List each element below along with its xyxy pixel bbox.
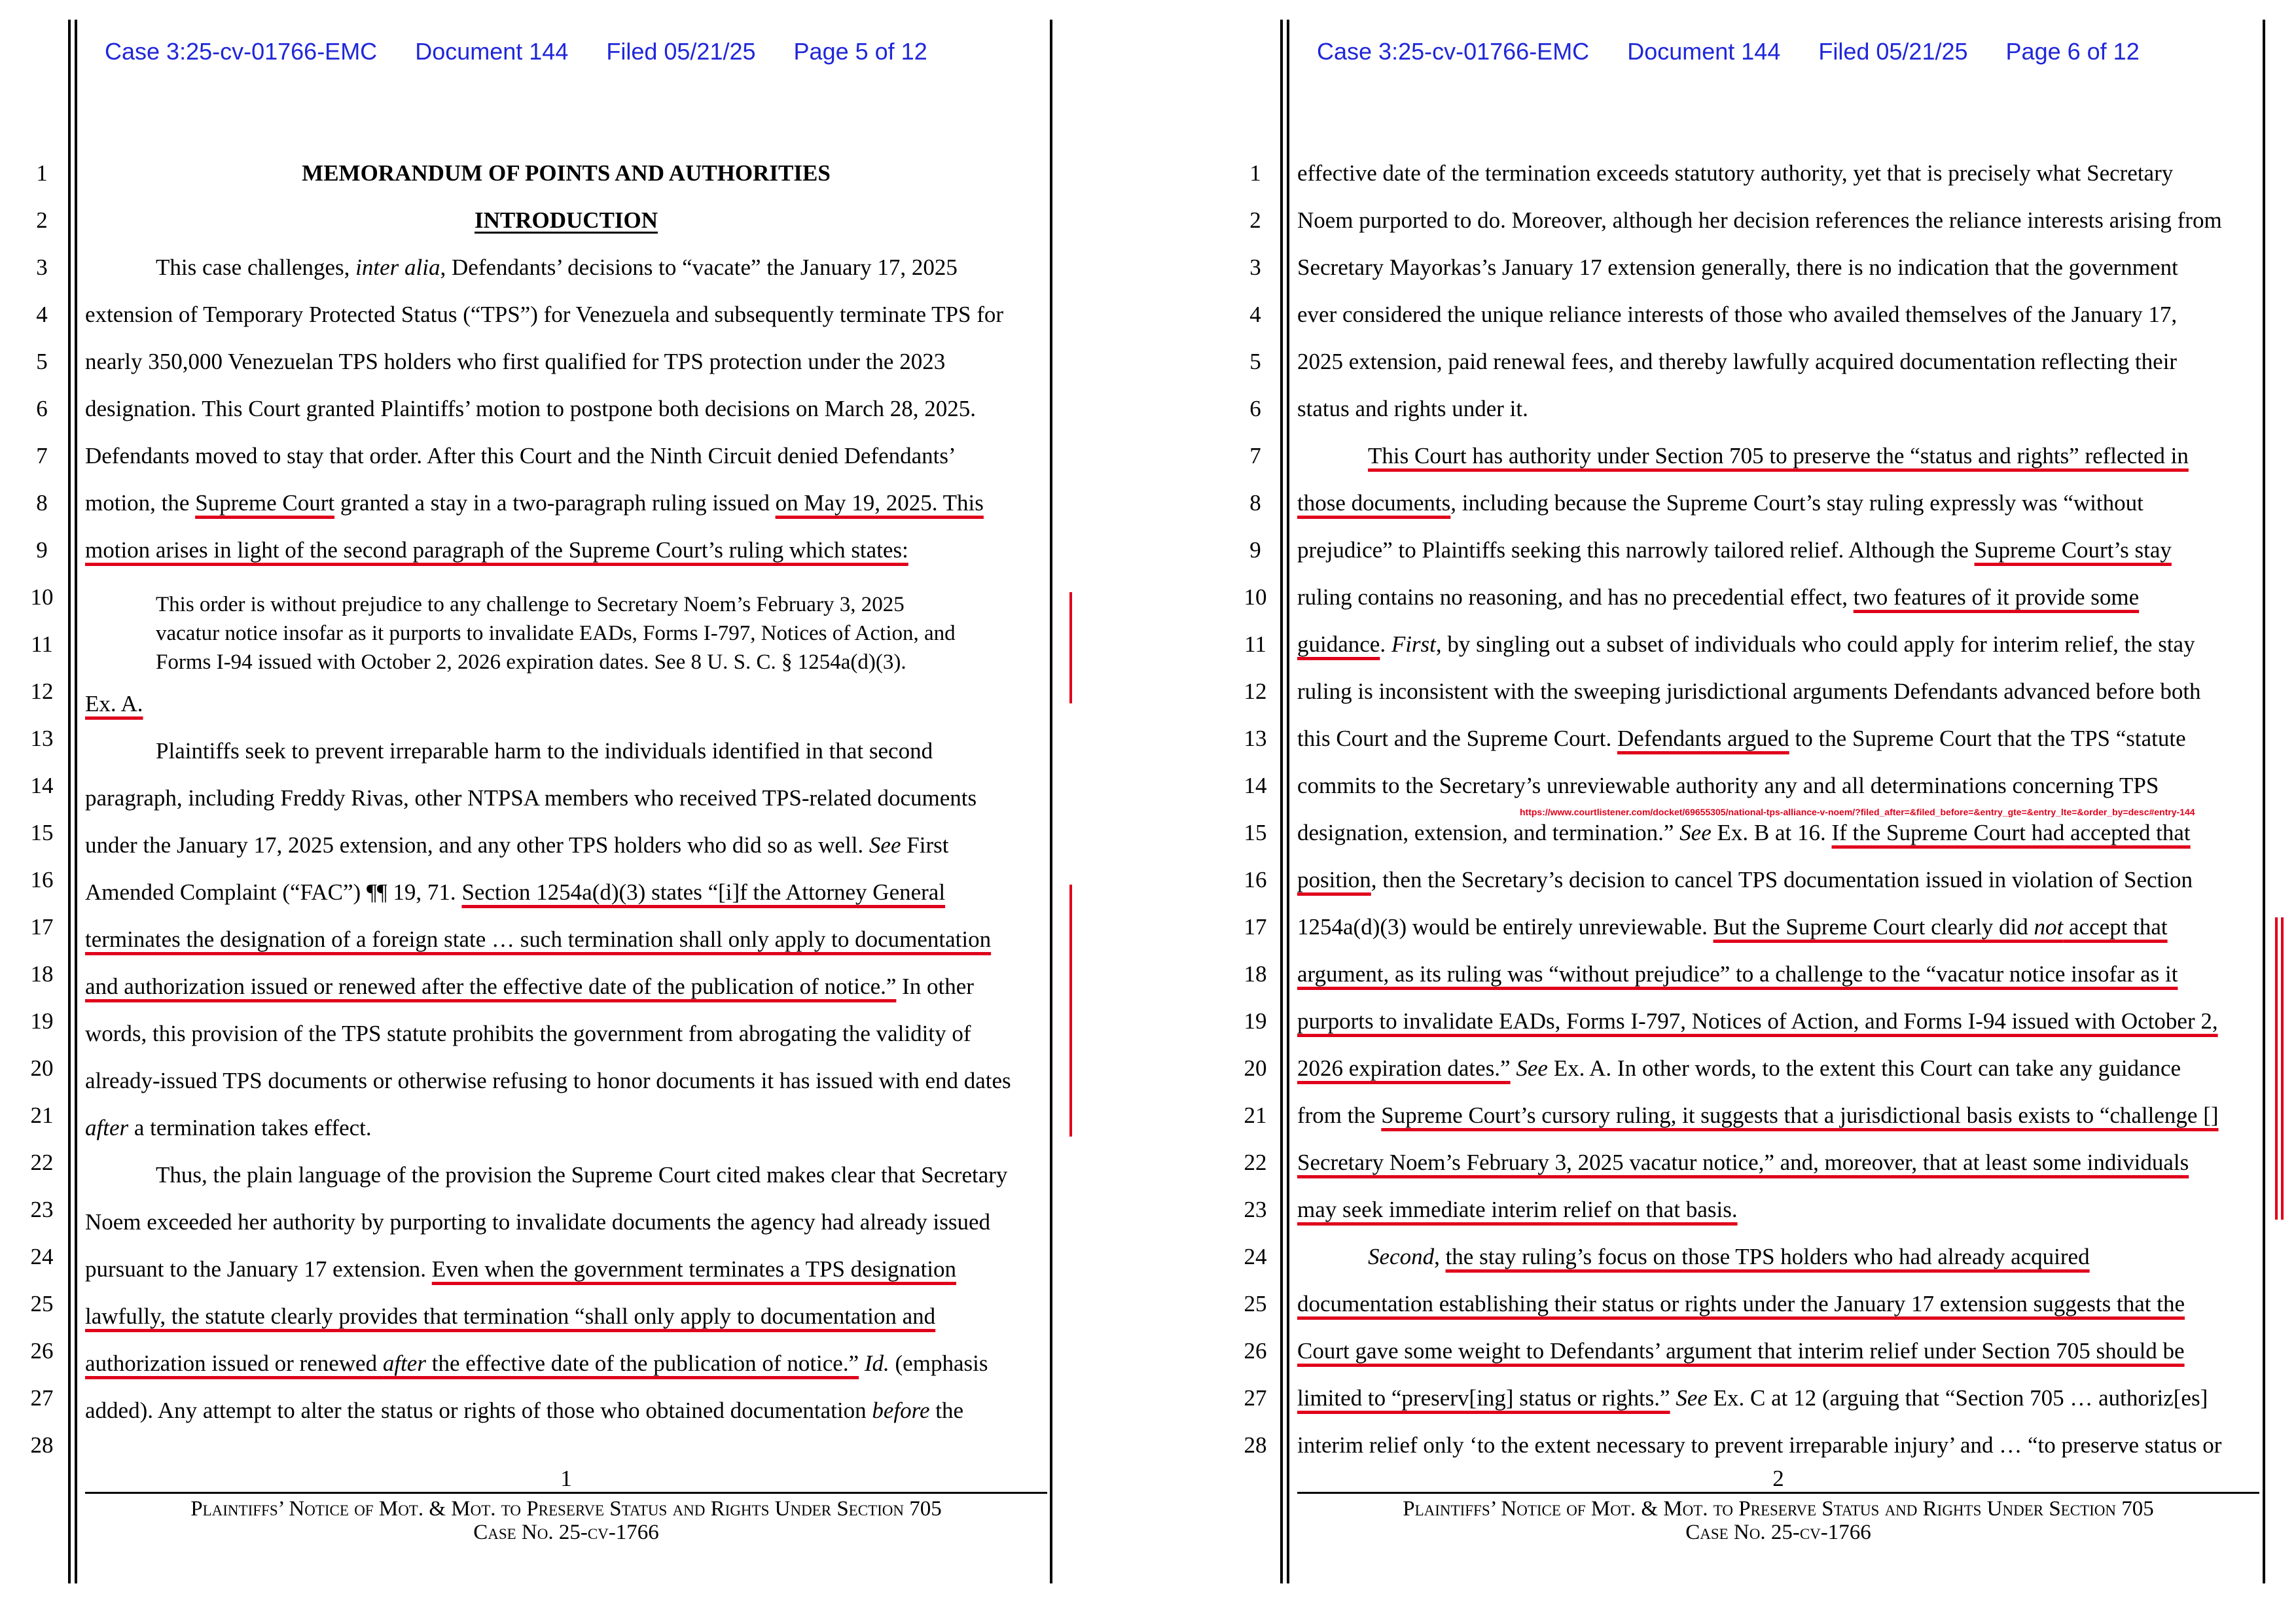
footer-case-number: Case No. 25-cv-1766: [473, 1521, 659, 1544]
line-number: 12: [1244, 679, 1267, 704]
text-line: added). Any attempt to alter the status or rights of those who obtained documentation before the: [85, 1398, 964, 1423]
text-line: position, then the Secretary’s decision to cancel TPS documentation issued in violation of Section: [1297, 867, 2193, 892]
line-number: 9: [36, 537, 48, 563]
text-line: guidance. First, by singling out a subset of individuals who could apply for interim relief, the stay: [1297, 631, 2195, 657]
highlight: If the Supreme Court had accepted that: [1831, 820, 2191, 845]
left-margin-rule-inner: [75, 20, 77, 1583]
text-line: Defendants moved to stay that order. After this Court and the Ninth Circuit denied Defendants’: [85, 443, 956, 468]
page-header: [105, 38, 1086, 71]
line-number: 15: [30, 820, 54, 845]
line-number: 27: [1244, 1385, 1267, 1411]
line-number: 10: [30, 584, 54, 610]
highlight: argument, as its ruling was “without prejudice” to a challenge to the “vacatur notice insofar as it: [1297, 961, 2178, 987]
highlight: Supreme Court’s stay: [1974, 537, 2172, 563]
text-line: [1297, 1008, 2259, 1034]
document-page-6: [1148, 0, 2296, 1607]
text-line: pursuant to the January 17 extension. Even when the government terminates a TPS designation: [85, 1256, 957, 1282]
text-line: under the January 17, 2025 extension, and any other TPS holders who did so as well. See First: [85, 832, 949, 858]
line-number: 17: [1244, 914, 1267, 940]
line-number: 2: [1249, 207, 1261, 233]
highlight: Supreme Court: [195, 490, 335, 516]
line-number: 20: [1244, 1055, 1267, 1081]
text-line: This case challenges, inter alia, Defendants’ decisions to “vacate” the January 17, 2025: [156, 255, 958, 280]
text-line: 2026 expiration dates.” See Ex. A. In other words, to the extent this Court can take any guidance: [1297, 1055, 2181, 1081]
text-line: interim relief only ‘to the extent necessary to prevent irreparable injury’ and … “to preserve status or: [1297, 1432, 2222, 1458]
line-number: 1: [36, 160, 48, 186]
highlight: and authorization issued or renewed after the effective date of the publication of notice.”: [85, 974, 897, 999]
line-number: 1: [1249, 160, 1261, 186]
text-line: nearly 350,000 Venezuelan TPS holders who first qualified for TPS protection under the 2023: [85, 349, 946, 374]
highlight: Even when the government terminates a TPS designation: [431, 1256, 957, 1282]
text-line: prejudice” to Plaintiffs seeking this narrowly tailored relief. Although the Supreme Court’s stay: [1297, 537, 2172, 563]
line-number: 3: [36, 255, 48, 280]
line-number: 27: [30, 1385, 54, 1411]
document-number: Document 144: [1627, 38, 1781, 65]
line-number: 5: [1249, 349, 1261, 374]
case-number: Case 3:25-cv-01766-EMC: [105, 38, 378, 65]
highlight: Ex. A.: [85, 691, 143, 716]
highlight: motion arises in light of the second paragraph of the Supreme Court’s ruling which states:: [85, 537, 908, 563]
text-line: 2025 extension, paid renewal fees, and thereby lawfully acquired documentation reflecting their: [1297, 349, 2178, 374]
body-text: [1212, 0, 2259, 1607]
text-line: Second, the stay ruling’s focus on those TPS holders who had already acquired: [1368, 1244, 2090, 1269]
filed-date: Filed 05/21/25: [1818, 38, 1968, 65]
url-annotation[interactable]: https://www.courtlistener.com/docket/69655305/national-tps-alliance-v-noem/?filed_after=&filed_before=&entry_gte=&entry_lte=&order_by=desc#entry-144: [1520, 807, 2195, 817]
line-number: 14: [30, 773, 54, 798]
highlight: terminates the designation of a foreign state … such termination shall only apply to documentation: [85, 927, 992, 952]
line-number: 9: [1249, 537, 1261, 563]
line-number: 24: [30, 1244, 54, 1269]
text-line: [1297, 1291, 2259, 1317]
line-number: 20: [30, 1055, 54, 1081]
line-number: 6: [36, 396, 48, 421]
line-number: 21: [30, 1103, 54, 1128]
highlight: This Court has authority under Section 705 to preserve the “status and rights” reflected in: [1368, 443, 2189, 468]
highlight: Court gave some weight to Defendants’ argument that interim relief under Section 705 should be: [1297, 1338, 2185, 1364]
line-number: 28: [30, 1432, 54, 1458]
line-number: 4: [36, 302, 48, 327]
page-indicator: Page 6 of 12: [2005, 38, 2140, 65]
text-line: designation. This Court granted Plaintiffs’ motion to postpone both decisions on March 28, 2025.: [85, 396, 976, 421]
footer-title: Plaintiffs’ Notice of Mot. & Mot. to Preserve Status and Rights Under Section 705: [1403, 1497, 2154, 1521]
highlight: purports to invalidate EADs, Forms I-797, Notices of Action, and Forms I-94 issued with October 2,: [1297, 1008, 2218, 1034]
line-number: 10: [1244, 584, 1267, 610]
highlight: lawfully, the statute clearly provides that termination “shall only apply to documentation and: [85, 1303, 936, 1329]
text-line: ruling is inconsistent with the sweeping jurisdictional arguments Defendants advanced before both: [1297, 679, 2201, 704]
text-line: words, this provision of the TPS statute prohibits the government from abrogating the validity of: [85, 1021, 971, 1046]
line-number: 14: [1244, 773, 1267, 798]
text-line: Plaintiffs seek to prevent irreparable harm to the individuals identified in that second: [156, 738, 933, 764]
margin-annotation-mark: [1069, 885, 1072, 1137]
highlight: after: [382, 1351, 426, 1376]
block-quote-line: Forms I-94 issued with October 2, 2026 expiration dates. See 8 U. S. C. § 1254a(d)(3).: [156, 650, 906, 674]
section-heading: [85, 207, 1047, 234]
margin-annotation-mark: [1069, 592, 1072, 703]
highlight: two features of it provide some: [1853, 584, 2140, 610]
text-line: this Court and the Supreme Court. Defendants argued to the Supreme Court that the TPS “statute: [1297, 726, 2186, 751]
line-number: 19: [30, 1008, 54, 1034]
line-number: 11: [31, 631, 53, 657]
line-number: 8: [1249, 490, 1261, 516]
text-line: those documents, including because the Supreme Court’s stay ruling expressly was “without: [1297, 490, 2144, 516]
line-number: 11: [1244, 631, 1266, 657]
line-number: 3: [1249, 255, 1261, 280]
line-number: 12: [30, 679, 54, 704]
text-line: designation, extension, and termination.” See Ex. B at 16. If the Supreme Court had accepted that: [1297, 820, 2191, 845]
line-number: 18: [1244, 961, 1267, 987]
text-line: effective date of the termination exceeds statutory authority, yet that is precisely what Secretary: [1297, 160, 2174, 186]
line-number: 25: [30, 1291, 54, 1316]
line-number: 19: [1244, 1008, 1267, 1034]
text-line: after a termination takes effect.: [85, 1115, 372, 1140]
section-heading-text: INTRODUCTION: [474, 207, 658, 233]
text-line: and authorization issued or renewed after the effective date of the publication of notice.” In other: [85, 974, 974, 999]
case-number: Case 3:25-cv-01766-EMC: [1317, 38, 1590, 65]
margin-annotation-mark: [2281, 917, 2284, 1220]
highlight: the stay ruling’s focus on those TPS holders who had already acquired: [1445, 1244, 2090, 1269]
document-number: Document 144: [415, 38, 569, 65]
text-line: ruling contains no reasoning, and has no precedential effect, two features of it provide some: [1297, 584, 2140, 610]
line-number: 15: [1244, 820, 1267, 845]
text-line: commits to the Secretary’s unreviewable authority any and all determinations concerning TPS: [1297, 773, 2159, 798]
highlight: on May 19, 2025. This: [775, 490, 984, 516]
highlight: 2026 expiration dates.”: [1297, 1055, 1511, 1081]
footer-case-number: Case No. 25-cv-1766: [1685, 1521, 1871, 1544]
left-margin-rule: [68, 20, 71, 1583]
highlight: Secretary Noem’s February 3, 2025 vacatur notice,” and, moreover, that at least some individuals: [1297, 1150, 2189, 1175]
text-line: [1297, 443, 2259, 469]
line-number: 13: [1244, 726, 1267, 751]
highlight: Section 1254a(d)(3) states “[i]f the Attorney General: [461, 879, 946, 905]
text-line: from the Supreme Court’s cursory ruling, it suggests that a jurisdictional basis exists to “challenge []: [1297, 1103, 2219, 1128]
highlight: position: [1297, 867, 1371, 892]
page-indicator: Page 5 of 12: [793, 38, 927, 65]
line-number: 8: [36, 490, 48, 516]
line-number: 16: [30, 867, 54, 892]
text-line: ever considered the unique reliance interests of those who availed themselves of the January 17,: [1297, 302, 2178, 327]
text-line: paragraph, including Freddy Rivas, other NTPSA members who received TPS-related documents: [85, 785, 977, 811]
text-line: extension of Temporary Protected Status (“TPS”) for Venezuela and subsequently terminate TPS for: [85, 302, 1004, 327]
block-quote-line: This order is without prejudice to any challenge to Secretary Noem’s February 3, 2025: [156, 593, 905, 616]
footer-title: Plaintiffs’ Notice of Mot. & Mot. to Preserve Status and Rights Under Section 705: [190, 1497, 942, 1521]
text-line: [85, 537, 1047, 563]
line-number: 24: [1244, 1244, 1267, 1269]
highlight: limited to “preserv[ing] status or rights.”: [1297, 1385, 1670, 1411]
line-number: 6: [1249, 396, 1261, 421]
text-line: [85, 691, 1047, 717]
block-quote-line: vacatur notice insofar as it purports to invalidate EADs, Forms I-797, Notices of Action, and: [156, 622, 956, 645]
highlight: those documents: [1297, 490, 1451, 516]
page-number: 2: [1772, 1466, 1784, 1491]
text-line: 1254a(d)(3) would be entirely unreviewable. But the Supreme Court clearly did not accept that: [1297, 914, 2168, 940]
line-number: 23: [30, 1197, 54, 1222]
line-number: 13: [30, 726, 54, 751]
line-number: 23: [1244, 1197, 1267, 1222]
highlight: accept that: [2063, 914, 2168, 940]
text-line: Thus, the plain language of the provision the Supreme Court cited makes clear that Secretary: [156, 1162, 1008, 1188]
footer-rule: [1297, 1492, 2259, 1494]
text-line: [85, 927, 1047, 953]
text-line: status and rights under it.: [1297, 396, 1528, 421]
filed-date: Filed 05/21/25: [606, 38, 756, 65]
text-line: [1297, 961, 2259, 987]
text-line: [85, 1303, 1047, 1330]
page-number: 1: [560, 1466, 572, 1491]
line-number: 21: [1244, 1103, 1267, 1128]
line-number: 26: [30, 1338, 54, 1364]
text-line: already-issued TPS documents or otherwise refusing to honor documents it has issued with end dates: [85, 1068, 1011, 1093]
text-line: limited to “preserv[ing] status or rights.” See Ex. C at 12 (arguing that “Section 705 … authoriz[es]: [1297, 1385, 2208, 1411]
line-number: 26: [1244, 1338, 1267, 1364]
line-number: 2: [36, 207, 48, 233]
text-line: authorization issued or renewed after the effective date of the publication of notice.” Id. (emphasis: [85, 1351, 988, 1376]
highlight: authorization issued or renewed: [85, 1351, 383, 1376]
margin-annotation-mark: [2275, 917, 2278, 1220]
highlight: not: [2034, 914, 2064, 940]
highlight: may seek immediate interim relief on that basis.: [1297, 1197, 1738, 1222]
highlight: Supreme Court’s cursory ruling, it suggests that a jurisdictional basis exists to “challenge []: [1381, 1103, 2219, 1128]
footer-rule: [85, 1492, 1047, 1494]
line-number: 17: [30, 914, 54, 940]
line-number: 28: [1244, 1432, 1267, 1458]
text-line: Secretary Mayorkas’s January 17 extension generally, there is no indication that the government: [1297, 255, 2178, 280]
memo-heading: MEMORANDUM OF POINTS AND AUTHORITIES: [302, 160, 831, 186]
highlight: the effective date of the publication of notice.”: [425, 1351, 859, 1376]
line-number: 22: [30, 1150, 54, 1175]
line-number: 22: [1244, 1150, 1267, 1175]
text-line: Amended Complaint (“FAC”) ¶¶ 19, 71. Section 1254a(d)(3) states “[i]f the Attorney General: [85, 879, 946, 905]
highlight: guidance: [1297, 631, 1380, 657]
highlight: documentation establishing their status or rights under the January 17 extension suggests that the: [1297, 1291, 2185, 1316]
line-number: 16: [1244, 867, 1267, 892]
text-line: Noem exceeded her authority by purporting to invalidate documents the agency had already issued: [85, 1209, 991, 1235]
highlight: Defendants argued: [1617, 726, 1789, 751]
text-line: [1297, 1197, 2259, 1223]
text-line: [1297, 1338, 2259, 1364]
line-number: 25: [1244, 1291, 1267, 1316]
line-number: 7: [36, 443, 48, 468]
line-number: 18: [30, 961, 54, 987]
highlight: But the Supreme Court clearly did: [1713, 914, 2034, 940]
right-margin-rule: [2263, 20, 2265, 1583]
text-line: [1297, 1150, 2259, 1176]
line-number: 4: [1249, 302, 1261, 327]
line-number: 5: [36, 349, 48, 374]
text-line: motion, the Supreme Court granted a stay in a two-paragraph ruling issued on May 19, 2025. This: [85, 490, 984, 516]
right-margin-rule: [1050, 20, 1052, 1583]
line-number: 7: [1249, 443, 1261, 468]
text-line: Noem purported to do. Moreover, although her decision references the reliance interests arising from: [1297, 207, 2222, 233]
